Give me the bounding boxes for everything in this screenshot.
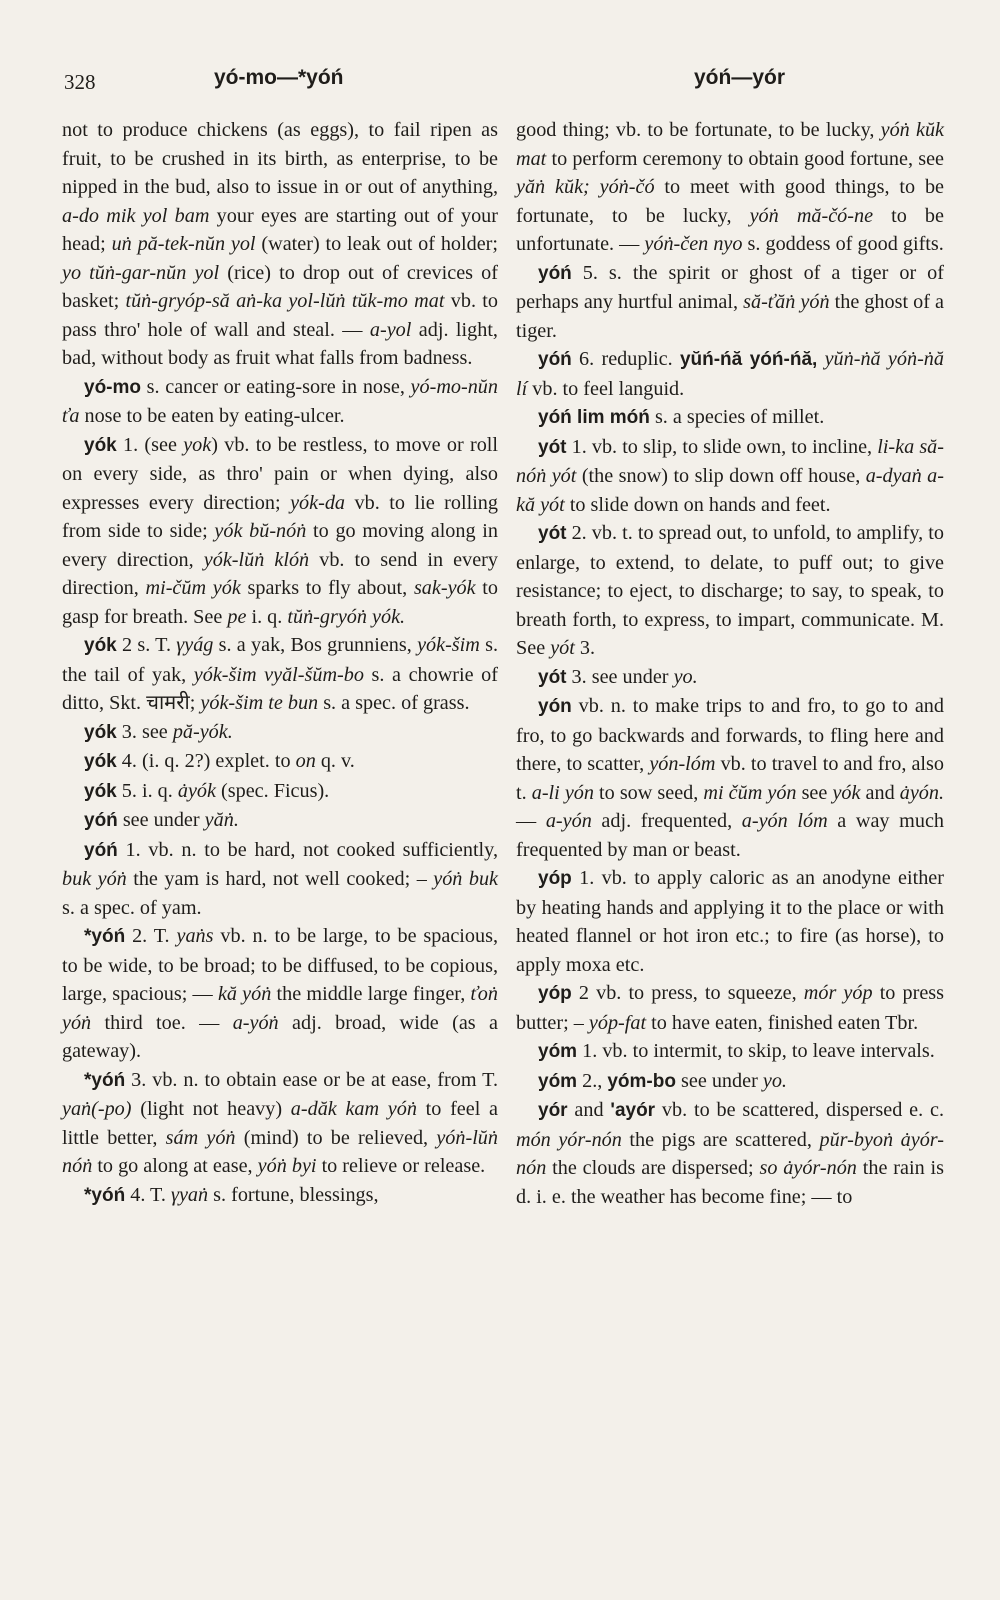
definition-text: q. v.	[315, 750, 355, 772]
headword: yót	[538, 666, 567, 688]
definition-text: vb. n. to make trips to and fro, to go to and fro, to go backwards and forwards, to fling here and there, to scatter,	[516, 695, 944, 775]
definition-text: s. fortune, blessings,	[208, 1183, 379, 1206]
definition-text: 1. (see	[116, 433, 184, 456]
definition-text: the rain is d. i. e. the weather has become fine; — to	[516, 1157, 944, 1208]
definition-text: 1. vb. to intermit, to skip, to leave intervals.	[577, 1040, 935, 1062]
definition-text: 5. s. the spirit or ghost of a tiger or of perhaps any hurtful animal,	[516, 261, 944, 313]
left-column	[62, 116, 498, 1210]
italic-term: pŭr-byoṅ ȧyór-nón	[516, 1128, 944, 1179]
dictionary-entry	[62, 836, 498, 923]
headword: *yóń	[84, 1184, 126, 1206]
page-header	[64, 62, 942, 102]
italic-term: yăṅ kŭk; yóṅ-čó	[516, 176, 655, 198]
italic-term: sak-yók	[413, 577, 476, 599]
italic-term: yóṅ buk	[433, 868, 499, 890]
definition-text: vb. to pass thro' hole of wall and steal. —	[62, 290, 499, 341]
dictionary-entry	[516, 692, 944, 864]
definition-text: vb. n. to be large, to be spacious, to be wide, to be broad; to be diffused, to be copious, large, spacious; —	[62, 925, 498, 1005]
definition-text: 1. vb. n. to be hard, not cooked sufficiently,	[117, 838, 498, 861]
dictionary-entry	[516, 864, 944, 979]
italic-term: yók-šim	[417, 634, 480, 656]
definition-text: a way much frequented by man or beast.	[516, 810, 944, 861]
headword: yók	[84, 751, 117, 772]
definition-text: vb. to feel languid.	[527, 377, 685, 400]
italic-term: tŭṅ-gryóṅ yók.	[287, 605, 406, 628]
definition-text: to perform ceremony to obtain good fortune, see	[546, 147, 944, 170]
italic-term: mór yóp	[803, 982, 873, 1004]
dictionary-entry	[62, 747, 498, 777]
definition-text: see	[796, 781, 833, 804]
italic-term: món yór-nón	[516, 1128, 622, 1151]
dictionary-entry	[516, 519, 944, 663]
running-head-right: yóń—yór	[694, 66, 786, 89]
definition-text: —	[516, 810, 546, 832]
headword: yóń lim móń	[538, 407, 650, 428]
headword: *yóń	[84, 926, 126, 947]
definition-text: to go along at ease,	[92, 1155, 258, 1177]
italic-term: yaṅ(-po)	[62, 1098, 132, 1120]
page-number: 328	[64, 70, 96, 94]
dictionary-entry	[516, 979, 944, 1037]
headword: yóń	[538, 349, 572, 370]
running-head-left: yó-mo—*yóń	[214, 66, 344, 89]
definition-text: vb. to travel to and fro, also t.	[516, 753, 944, 804]
italic-term: uṅ pă-tek-nŭn yol	[111, 233, 256, 255]
definition-text: s. a spec. of yam.	[62, 896, 202, 919]
dictionary-entry	[516, 345, 944, 403]
italic-term: a-yón lóm	[741, 810, 828, 832]
headword: yóp	[538, 983, 572, 1004]
italic-term: γyág	[176, 634, 214, 656]
italic-term: yók	[832, 781, 861, 804]
definition-text: the pigs are scattered,	[621, 1128, 820, 1151]
italic-term: tŭṅ-gryóp-să aṅ-ka yol-lŭṅ tŭk-mo mat	[125, 290, 445, 312]
italic-term: kă yóṅ	[217, 983, 272, 1005]
italic-term: yón-lóm	[649, 753, 716, 775]
dictionary-entry	[62, 718, 498, 748]
definition-text: to be unfortunate. —	[516, 204, 944, 255]
definition-text: to go moving along in every direction,	[62, 520, 498, 571]
italic-term: yŭṅ-ṅă yóṅ-ṅă lí	[516, 348, 944, 400]
definition-text: sparks to fly about,	[240, 577, 414, 599]
headword: *yóń	[84, 1069, 126, 1091]
definition-text: 3. vb. n. to obtain ease or be at ease, from T.	[125, 1068, 498, 1091]
definition-text: ) vb. to be restless, to move or roll on every side, as thro' pain or when dying, also expresses every direction;	[62, 433, 499, 514]
definition-text: to feel a little better,	[62, 1098, 498, 1149]
italic-term: a-yol	[369, 318, 412, 341]
definition-text: see under	[675, 1069, 763, 1092]
definition-text: (the snow) to slip down off house,	[576, 465, 866, 487]
dictionary-entry	[62, 373, 498, 431]
dictionary-entry	[516, 433, 944, 520]
definition-text: 6. reduplic.	[571, 348, 680, 370]
italic-term: a-li yón	[531, 781, 594, 804]
definition-text: 3. see under	[566, 665, 674, 688]
italic-term: ȧyók	[177, 779, 216, 802]
italic-term: yo.	[673, 665, 698, 688]
definition-text: to relieve or release.	[316, 1155, 486, 1177]
definition-text: 3.	[574, 637, 596, 659]
italic-term: yók-šim te bun	[200, 692, 319, 714]
definition-text: your eyes are starting out of your head;	[62, 204, 498, 255]
italic-term: so ȧyór-nón	[759, 1157, 857, 1179]
right-column	[516, 116, 944, 1211]
italic-term: a-do mik yol bam	[62, 204, 210, 227]
definition-text: to gasp for breath. See	[62, 577, 499, 628]
definition-text: adj. light, bad, without body as fruit what falls from badness.	[62, 318, 498, 369]
definition-text: 5. i. q.	[116, 779, 178, 802]
italic-term: yók-lŭṅ klóṅ	[203, 548, 310, 571]
italic-term: a-yón	[545, 810, 592, 832]
definition-text: the middle large finger,	[271, 983, 471, 1005]
definition-text: (water) to leak out of holder;	[255, 233, 498, 255]
italic-term: yok	[183, 433, 212, 456]
dictionary-entry	[62, 777, 498, 807]
headword: yót	[538, 523, 567, 544]
headword: yóp	[538, 868, 572, 889]
headword: yók	[84, 780, 117, 802]
headword: yóm-bo	[607, 1070, 676, 1092]
italic-term: a-dăk kam yóṅ	[290, 1098, 417, 1120]
headword: yóń	[538, 262, 572, 284]
headword: yóm	[538, 1041, 578, 1062]
definition-text: the clouds are dispersed;	[546, 1157, 760, 1179]
definition-text: not to produce chickens (as eggs), to fail ripen as fruit, to be crushed in its birth, as enterprise, to be nipped in the bud, also to issue in or out of anything,	[62, 119, 498, 198]
definition-text: nose to be eaten by eating-ulcer.	[79, 405, 345, 427]
definition-text: good thing; vb. to be fortunate, to be lucky,	[516, 119, 881, 141]
definition-text: (mind) to be relieved,	[235, 1126, 437, 1149]
definition-text: s. cancer or eating-sore in nose,	[141, 375, 411, 398]
headword: yót	[538, 436, 567, 458]
dictionary-entry	[516, 403, 944, 433]
definition-text: 1. vb. to slip, to slide own, to incline,	[566, 435, 878, 458]
headword: 'ayór	[610, 1100, 656, 1121]
italic-term: a-dyaṅ a-kă yót	[516, 465, 945, 516]
headword: yók	[84, 635, 117, 656]
definition-text: (rice) to drop out of crevices of basket;	[62, 261, 498, 312]
dictionary-entry	[62, 431, 498, 632]
italic-term: yóp-fat	[588, 1011, 647, 1034]
italic-term: on	[295, 750, 316, 772]
italic-term: yo tŭṅ-gar-nŭn yol	[62, 261, 220, 284]
definition-text: s. a species of millet.	[649, 406, 825, 428]
italic-term: yaṅs	[176, 925, 214, 947]
definition-text: to have eaten, finished eaten Tbr.	[646, 1011, 919, 1034]
italic-term: sám yóṅ	[165, 1126, 236, 1149]
definition-text: 1. vb. to apply caloric as an anodyne either by heating hands and applying it to the place or with heated flannel or hot iron etc.; to fire (as horse), to apply moxa etc.	[516, 867, 944, 976]
italic-term: mi čŭm yón	[703, 781, 797, 804]
dictionary-entry	[62, 806, 498, 836]
italic-term: să-ťăṅ yóṅ	[743, 291, 830, 313]
definition-text: to press butter; –	[516, 982, 944, 1034]
definition-text: 4. (i. q. 2?) explet. to	[116, 750, 296, 772]
headword: yók	[84, 721, 117, 743]
definition-text: 2 s. T.	[116, 634, 177, 656]
italic-term: yóṅ mă-čó-ne	[749, 204, 874, 227]
dictionary-entry	[516, 663, 944, 693]
definition-text: vb. to send in every direction,	[62, 548, 498, 599]
definition-text: 2. vb. t. to spread out, to unfold, to amplify, to enlarge, to extend, to delate, to puff out; to give resistance; to eject, to discharge; to say, to speak, to breath forth, to express, to impart, communicate. M. See	[516, 522, 944, 659]
italic-term: yóṅ-lŭṅ nóṅ	[62, 1126, 498, 1177]
definition-text: 2. T.	[125, 925, 177, 947]
definition-text: and	[860, 781, 900, 804]
italic-term: yo.	[762, 1069, 787, 1092]
italic-term: buk yóṅ	[62, 868, 127, 890]
definition-text: the ghost of a tiger.	[516, 291, 944, 342]
definition-text: adj. frequented,	[591, 810, 742, 832]
definition-text: to sow seed,	[593, 781, 704, 804]
dictionary-entry	[516, 1096, 944, 1211]
definition-text	[817, 348, 824, 370]
definition-text: i. q.	[246, 605, 288, 628]
definition-text: s. a yak, Bos grunniens,	[213, 634, 418, 656]
definition-text: s. goddess of good gifts.	[742, 233, 944, 255]
definition-text: 3. see	[116, 720, 173, 743]
italic-term: yók-da	[290, 491, 346, 514]
dictionary-entry	[62, 1181, 498, 1211]
italic-term: mi-čŭm yók	[145, 577, 241, 599]
italic-term: yăṅ.	[204, 809, 239, 831]
headword: yór	[538, 1100, 568, 1121]
italic-term: yók bŭ-nóṅ	[214, 520, 307, 542]
definition-text: vb. to be scattered, dispersed e. c.	[655, 1099, 944, 1121]
italic-term: pe	[227, 605, 247, 628]
definition-text: see under	[117, 809, 205, 831]
definition-text: and	[567, 1099, 611, 1121]
definition-text: to slide down on hands and feet.	[564, 493, 831, 516]
italic-term: γyaṅ	[170, 1183, 209, 1206]
headword: yóń	[84, 810, 118, 831]
definition-text: adj. broad, wide (as a gateway).	[62, 1011, 498, 1062]
definition-text: s. the tail of yak,	[62, 634, 499, 686]
italic-term: a-yóṅ	[232, 1011, 279, 1034]
dictionary-entry	[516, 116, 944, 259]
italic-term: ȧyón.	[899, 781, 945, 804]
dictionary-entry	[62, 1066, 498, 1181]
headword: yóm	[538, 1070, 578, 1092]
headword: yŭń-ńă yóń-ńă,	[679, 349, 818, 370]
italic-term: yóṅ byi	[257, 1155, 317, 1177]
definition-text: third toe. —	[91, 1011, 233, 1034]
dictionary-entry	[516, 1037, 944, 1067]
definition-text: vb. to lie rolling from side to side;	[62, 491, 498, 542]
headword: yóń	[84, 839, 118, 861]
dictionary-entry	[62, 631, 498, 718]
dictionary-entry	[62, 922, 498, 1066]
definition-text: (light not heavy)	[131, 1098, 291, 1120]
dictionary-entry	[516, 259, 944, 346]
definition-text: (spec. Ficus).	[215, 779, 330, 802]
italic-term: yót	[550, 637, 575, 659]
italic-term: yóṅ-čen nyo	[644, 233, 743, 255]
definition-text: s. a chowrie of ditto, Skt. चामरी;	[62, 663, 498, 714]
dictionary-entry	[516, 1067, 944, 1097]
definition-text: to meet with good things, to be fortunate, to be lucky,	[516, 176, 945, 227]
italic-term: yóṅ kŭk mat	[516, 119, 944, 170]
headword: yók	[84, 434, 117, 456]
definition-text: 2.,	[577, 1069, 608, 1092]
italic-term: li-ka să-nóṅ yót	[516, 435, 944, 487]
italic-term: pă-yók.	[172, 720, 233, 743]
italic-term: yó-mo-nŭn ťa	[62, 375, 498, 427]
italic-term: yók-šim vyăl-šŭm-bo	[193, 663, 364, 686]
definition-text: 2 vb. to press, to squeeze,	[571, 982, 804, 1004]
definition-text: 4. T.	[125, 1183, 171, 1206]
definition-text: s. a spec. of grass.	[318, 692, 470, 714]
dictionary-entry	[62, 116, 498, 373]
headword: yón	[538, 696, 572, 717]
italic-term: ťoṅ yóṅ	[62, 983, 498, 1034]
headword: yó-mo	[84, 376, 141, 398]
definition-text: the yam is hard, not well cooked; –	[126, 868, 434, 890]
